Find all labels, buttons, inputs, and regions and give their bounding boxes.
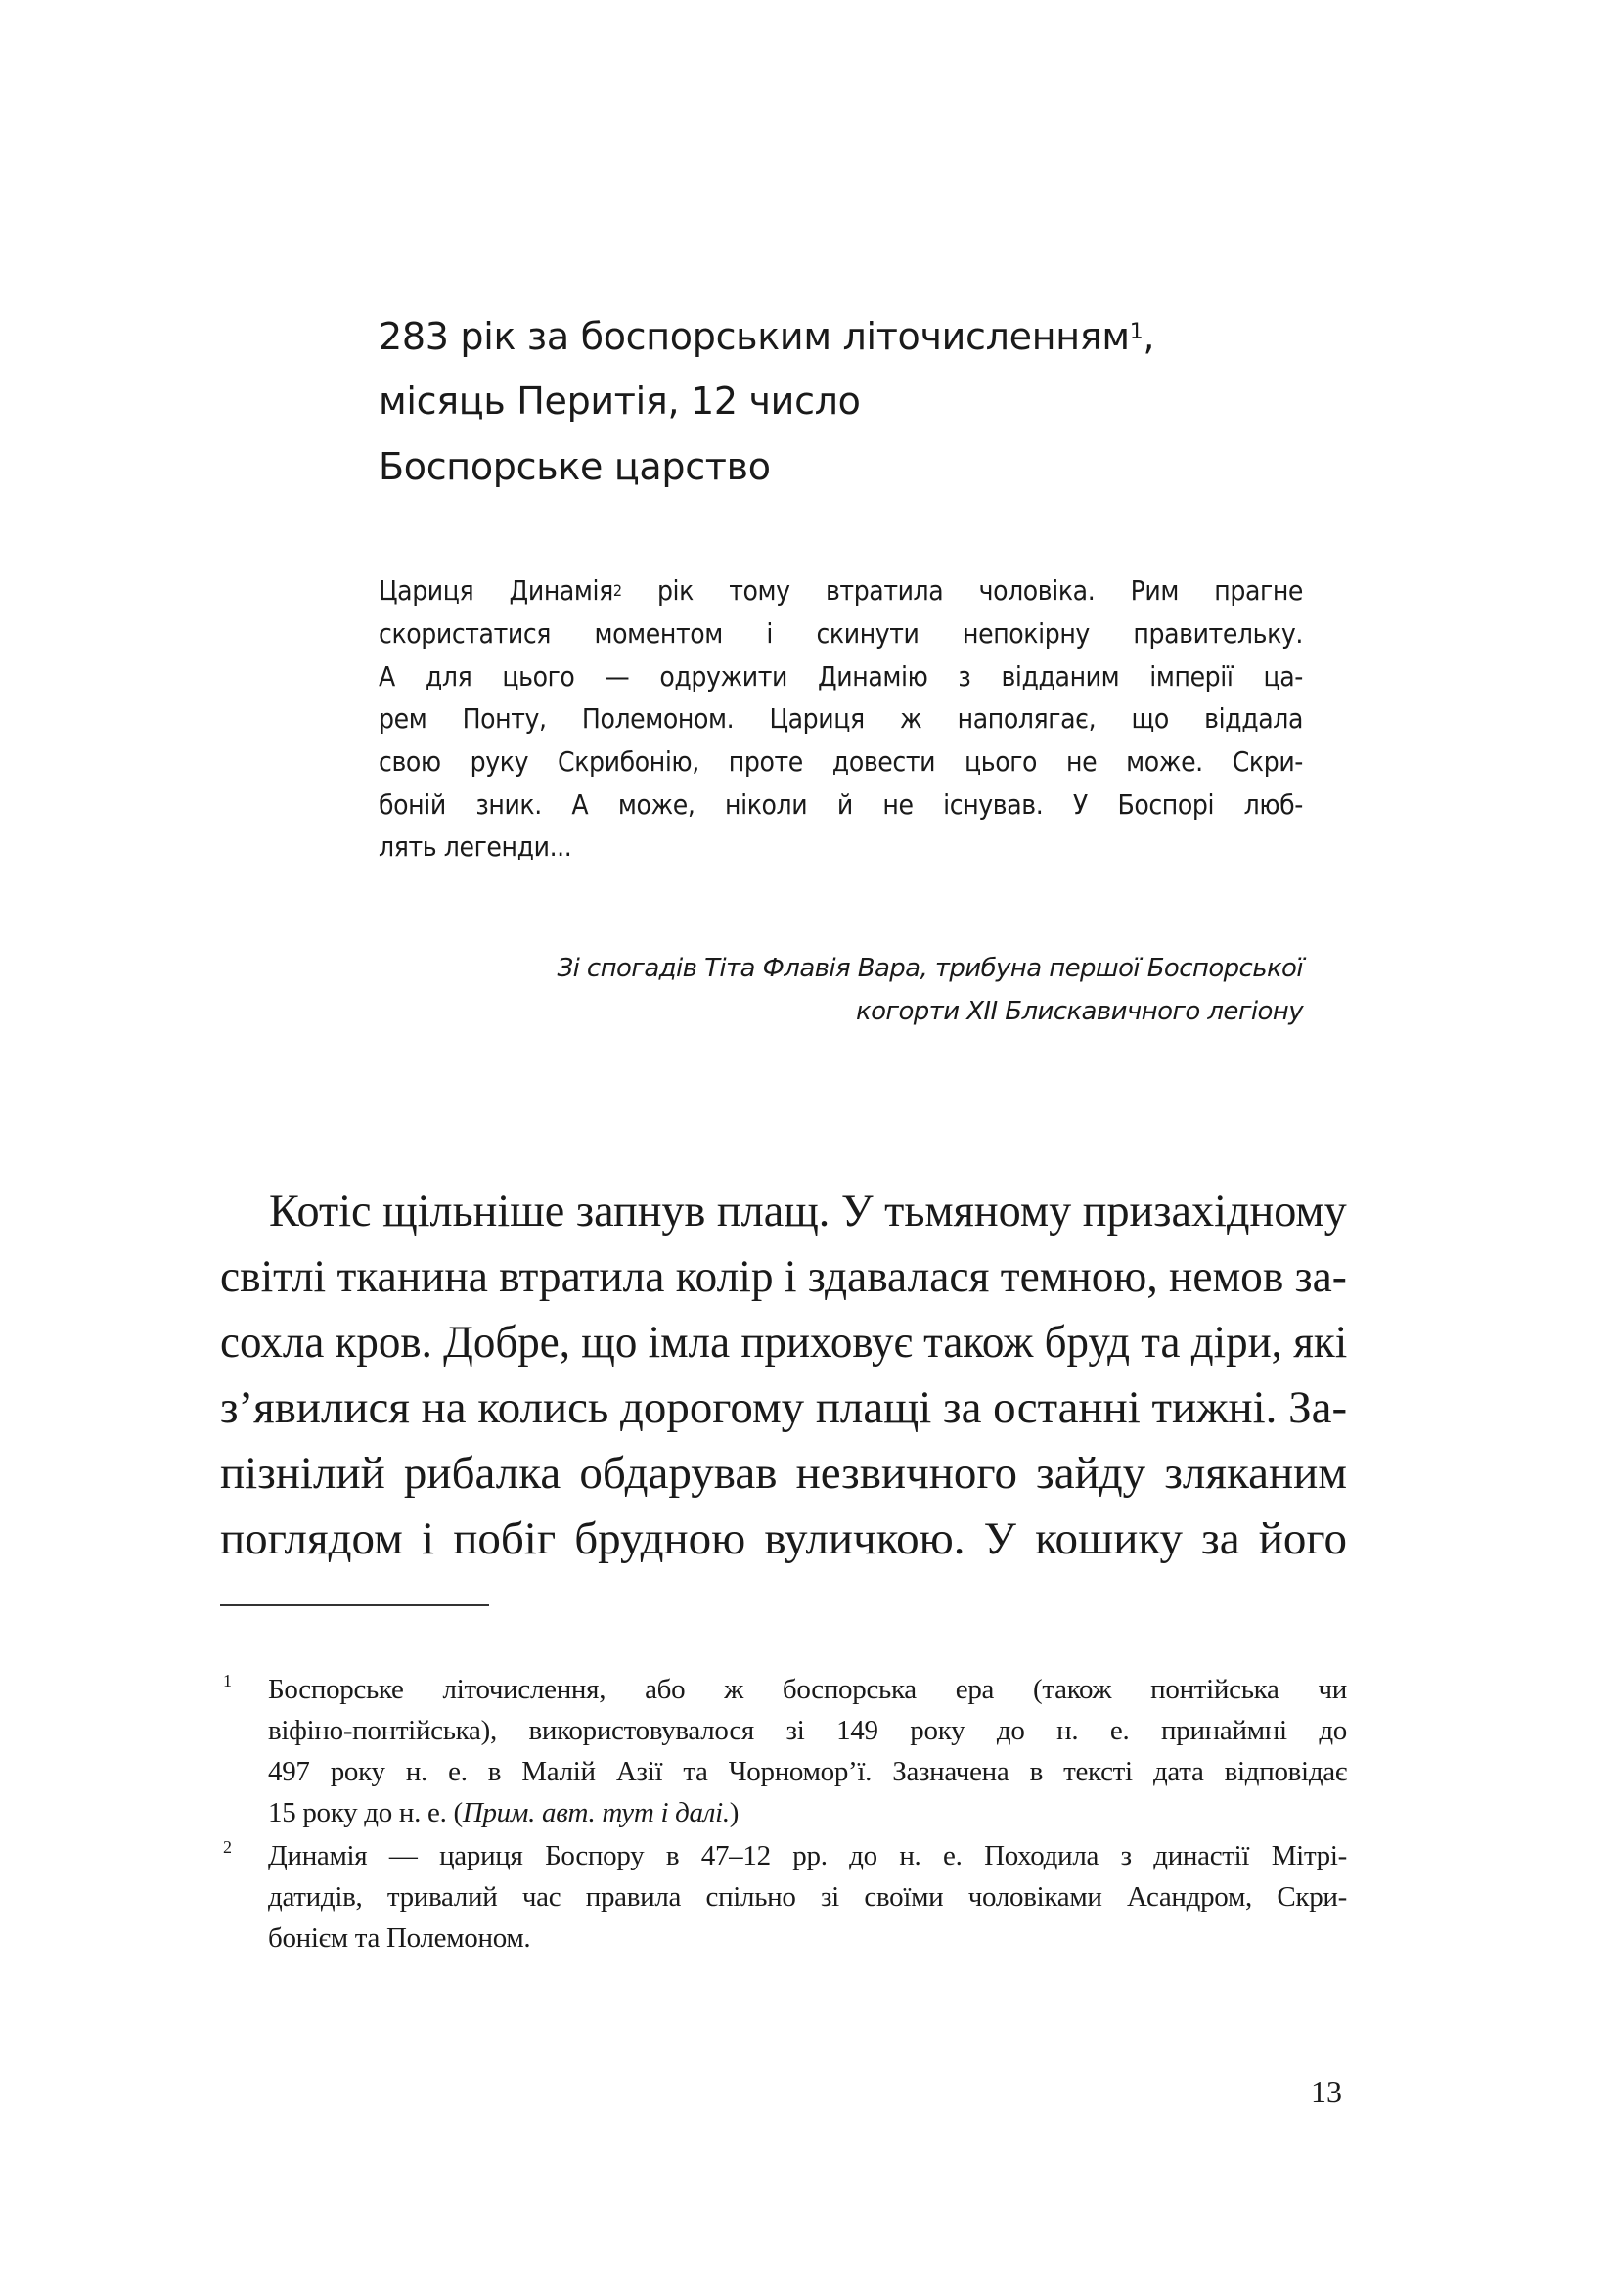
heading-line-date [379,315,1154,358]
epigraph-line: скористатися моментом і скинути непокірну правительку. [379,617,1303,650]
epigraph-text: Цариця Динамія [379,574,613,607]
footnote-line: бонієм та Полемоном. [268,1922,531,1954]
epigraph-attribution: когорти XII Блискавичного легіону [856,997,1303,1026]
body-line: пізнілий рибалка обдарував незвичного зайду зляканим [220,1448,1347,1499]
epigraph-text: рік тому втратила чоловіка. Рим прагне [621,574,1303,607]
footnote-line: датидів, тривалий час правила спільно зі своїми чоловіками Асандром, Скри- [268,1881,1347,1913]
epigraph-line: А для цього — одружити Динамію з відданим імперії ца- [379,660,1303,693]
heading-line-month: місяць Перитія, 12 число [379,380,861,423]
heading-punct: , [1143,315,1155,358]
epigraph-attribution: Зі спогадів Тіта Флавія Вара, трибуна першої Боспорської [557,954,1303,983]
body-line: з’явилися на колись дорогому плащі за останні тижні. За- [220,1382,1348,1433]
footnote-line [268,1796,1347,1829]
epigraph-line: боній зник. А може, ніколи й не існував. У Боспорі люб- [379,788,1303,821]
footnote-line: Боспорське літочислення, або ж боспорська ера (також понтійська чи [268,1674,1347,1705]
footnote-ref-1[interactable]: 1 [1129,320,1144,344]
footnote-number: 2 [223,1837,232,1857]
body-line: сохла кров. Добре, що імла приховує також бруд та діри, які [220,1317,1348,1368]
epigraph-line: свою руку Скрибонію, проте довести цього не може. Скри- [379,745,1303,778]
body-line: поглядом і побіг брудною вуличкою. У кошику за його [220,1513,1347,1564]
body-line: світлі тканина втратила колір і здавалася темною, немов за- [220,1251,1347,1302]
footnote-text: ) [729,1797,740,1828]
page-number: 13 [1311,2074,1342,2109]
epigraph-line [379,574,1303,608]
epigraph-line: лять легенди... [379,831,572,863]
footnote-ref-2[interactable]: 2 [612,581,622,600]
body-line: Котіс щільніше запнув плащ. У тьмяному призахідному [269,1186,1347,1237]
footnote-line: 497 року н. е. в Малій Азії та Чорномор’ї. Зазначена в тексті дата відповідає [268,1756,1347,1787]
footnote-line: віфіно-понтійська), використовувалося зі 149 року до н. е. принаймні до [268,1715,1347,1746]
heading-text: 283 рік за боспорським літочисленням [379,315,1130,358]
footnote-number: 1 [223,1671,232,1690]
footnote-note-italic: Прим. авт. тут і далі. [462,1797,730,1828]
footnote-line: Динамія — цариця Боспору в 47–12 рр. до н. е. Походила з династії Мітрі- [268,1840,1347,1871]
footnote-separator [220,1604,489,1606]
epigraph-line: рем Понту, Полемоном. Цариця ж наполягає, що віддала [379,702,1303,735]
heading-line-place: Боспорське царство [379,445,771,488]
footnote-text: 15 року до н. е. ( [268,1797,463,1828]
